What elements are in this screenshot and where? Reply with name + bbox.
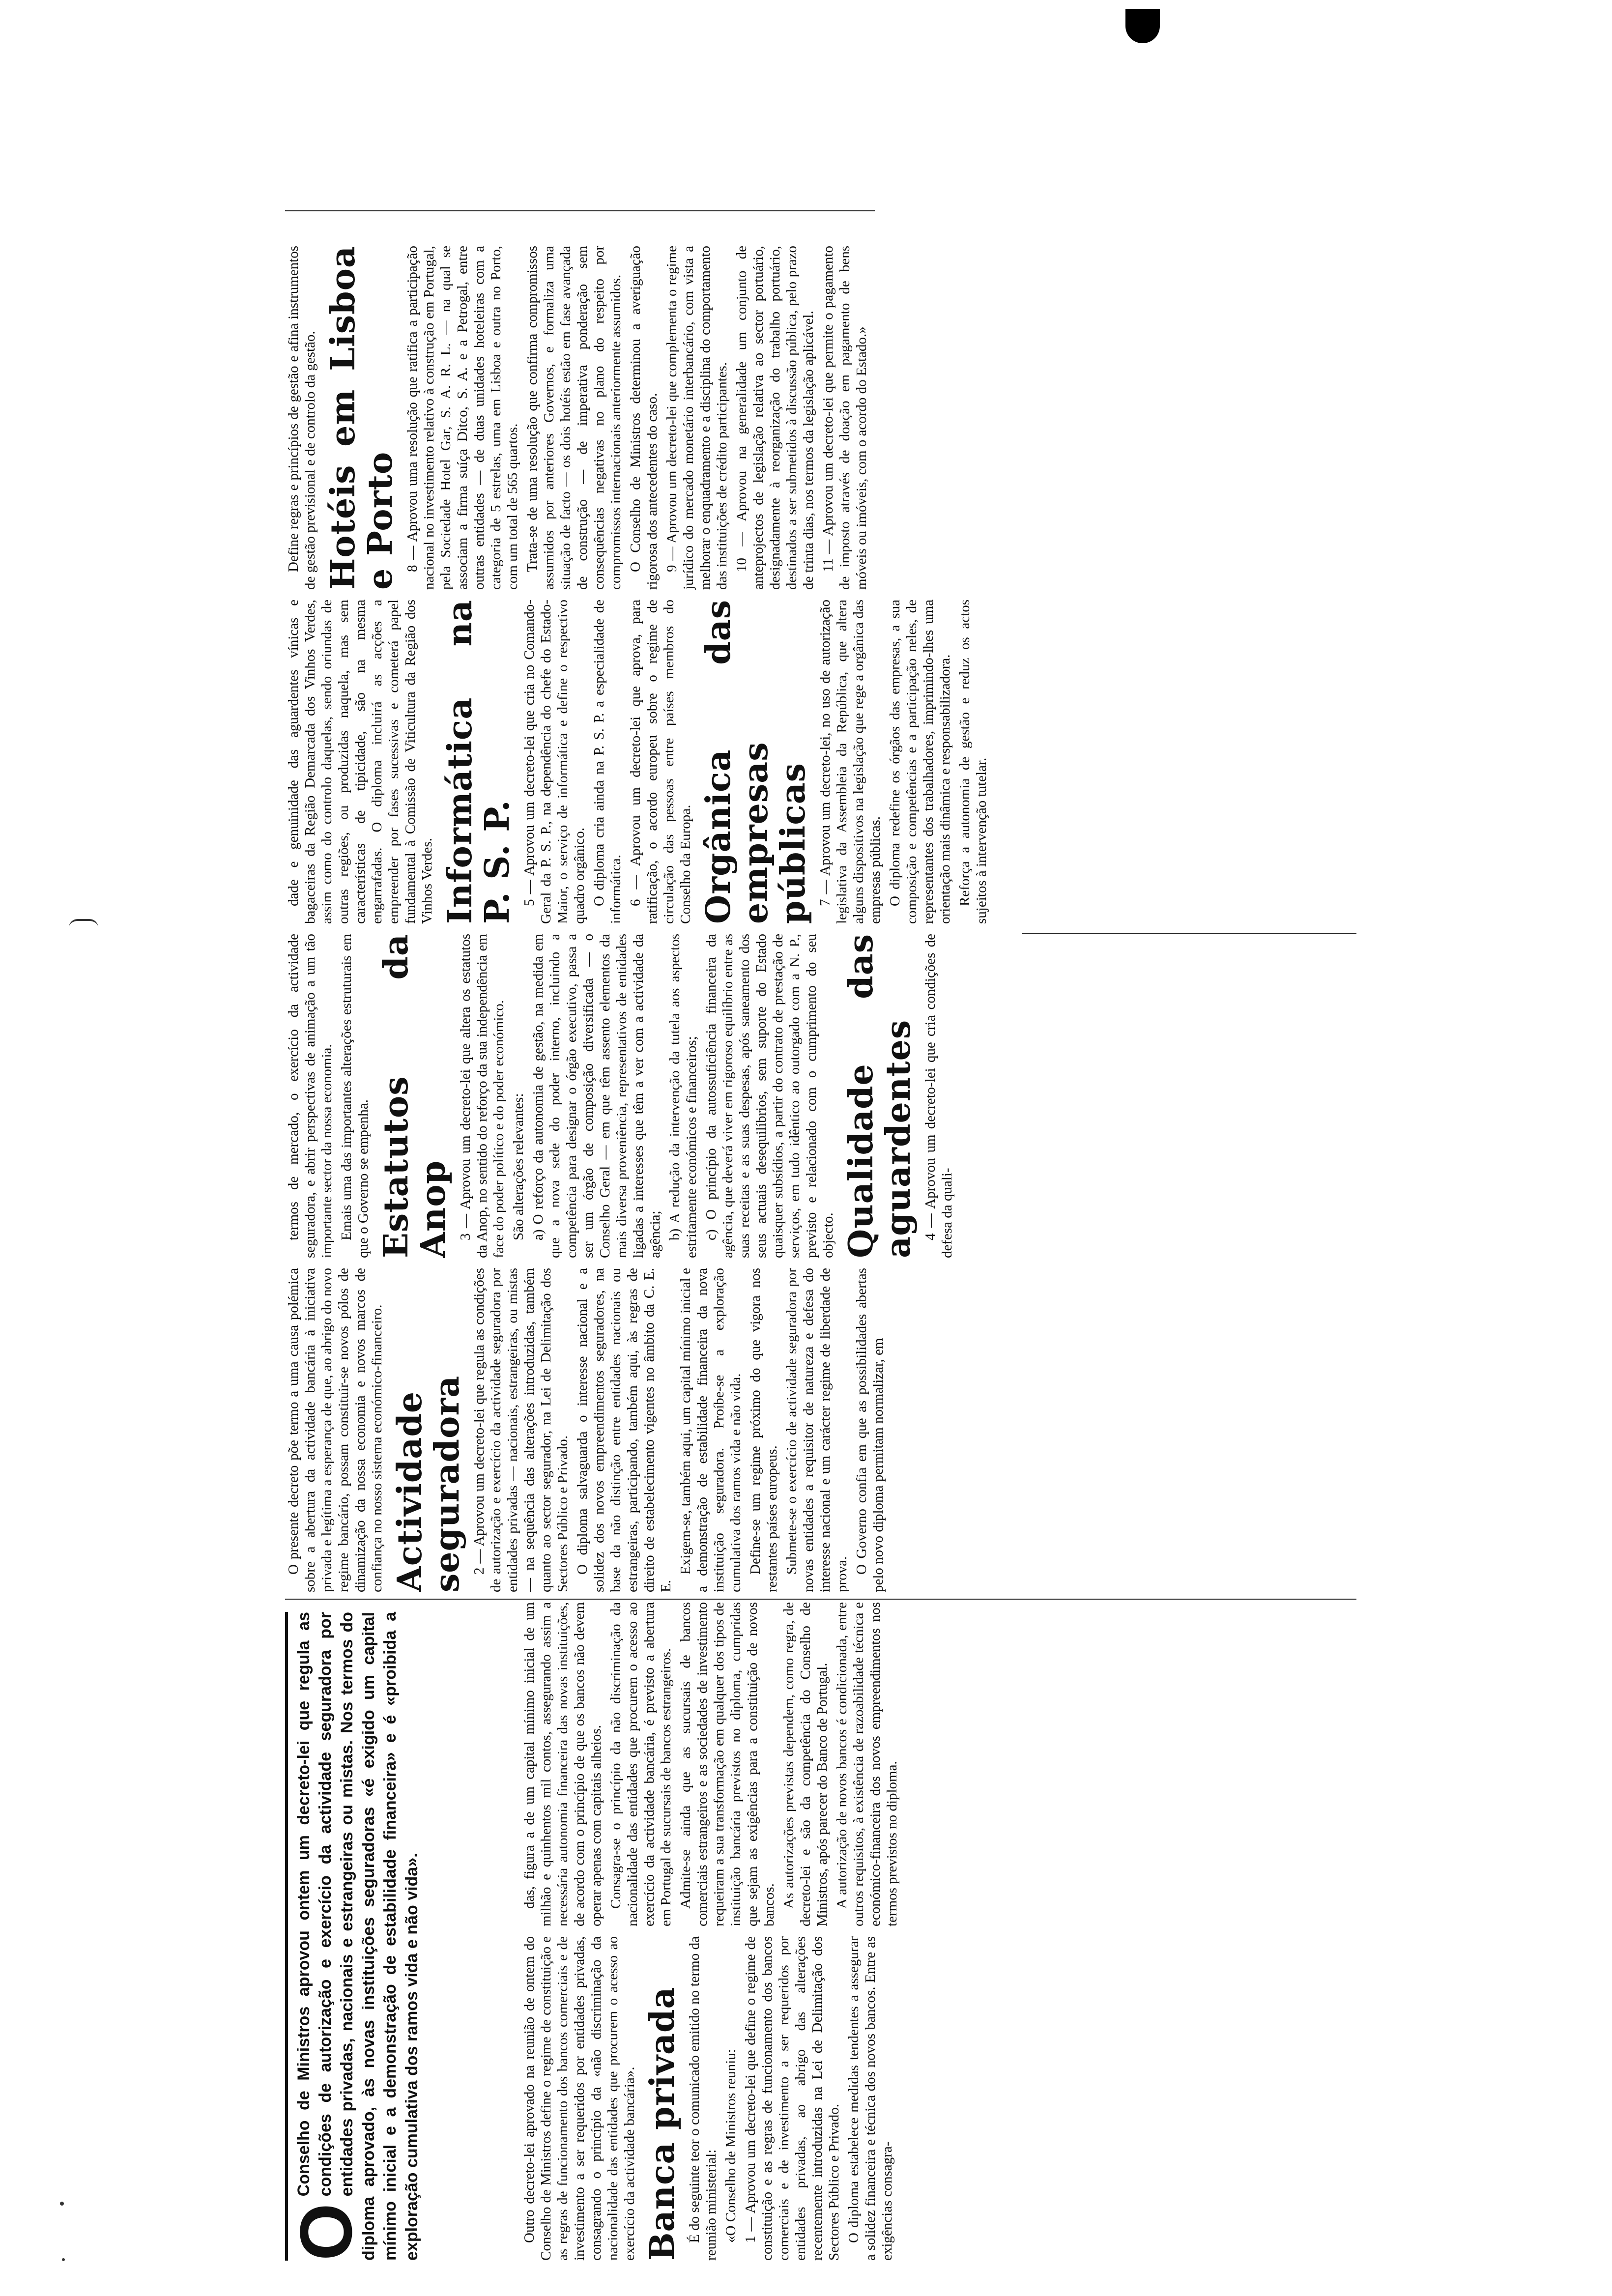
paragraph: a) O reforço da autonomia de gestão, na medida em que a nova sede do poder interno, incluindo a competência para designar o órgão executivo, passa a ser um órgão de composição diversificada — o Conselho Geral — em que têm assento elementos da mais diversa proveniência, representativos de entidades ligadas a interesses que têm a ver com a actividade da agência;	[530, 934, 663, 1258]
paragraph: Submete-se o exercício de actividade seguradora por novas entidades a requisitor de natureza e defesa do interesse nacional e um carácter regime de liberdade de prova.	[784, 1268, 850, 1592]
paragraph: 2 — Aprovou um decreto-lei que regula as condições de autorização e exercício da actividade seguradora por entidades privadas — nacionais, estrangeiras, ou mistas — na sequência das alterações introduzidas, também quanto ao sector segurador, na Lei de Delimitação dos Sectores Público e Privado.	[471, 1268, 571, 1592]
section-heading-qualidade-aguardentes: Qualidade das aguardentes	[841, 934, 918, 1258]
paragraph: Trata-se de uma resolução que confirma compromissos assumidos por anteriores Governos, e formaliza uma situação de facto — os dois hotéis estão em fase avançada de construção — de imperativa ponderação sem consequências negativas no plano do respeito por compromissos internacionais anteriormente assumidos.	[524, 246, 624, 590]
paragraph: O diploma redefine os órgãos das empresas, a sua composição e competências e a participação neles, de representantes dos trabalhadores, imprimindo-lhes uma orientação mais dinâmica e responsabilizadora.	[887, 600, 953, 924]
paragraph: termos de mercado, o exercício da actividade seguradora, e abrir perspectivas de animação a um tão importante sector da nossa economia.	[286, 934, 335, 1258]
lead-paragraph	[285, 1612, 509, 2261]
newspaper-clipping	[285, 138, 1356, 2261]
drop-cap: O	[285, 2203, 367, 2261]
section-heading-hoteis: Hotéis em Lisboa e Porto	[323, 246, 400, 590]
section-heading-estatutos-anop: Estatutos da Anop	[376, 934, 453, 1258]
paragraph: Outro decreto-lei aprovado na reunião de ontem do Conselho de Ministros define o regime de constituição e as regras de funcionamento dos bancos comerciais e de investimento a ser requeridos por entidades privadas, consagrando o princípio da «não discriminação da nacionalidade das entidades que procurem o acesso ao exercício da actividade bancária».	[521, 1936, 637, 2261]
paragraph: 11 — Aprovou um decreto-lei que permite o pagamento de imposto através de doação em pagamento de bens móveis ou imóveis, com o acordo do Estado.»	[820, 246, 869, 590]
section-heading-banca-privada: Banca privada	[643, 1986, 682, 2261]
paragraph: Consagra-se o princípio da não discriminação da nacionalidade das entidades que procurem o acesso ao exercício da actividade bancária, é previsto a abertura em Portugal de sucursais de bancos estrangeiros.	[608, 1602, 674, 1926]
paragraph: Exigem-se, também aqui, um capital mínimo inicial e a demonstração de estabilidade financeira da nova instituição seguradora. Proíbe-se a exploração cumulativa dos ramos vida e não vida.	[678, 1268, 744, 1592]
section-heading-organica-empresas: Orgânica das empresas públicas	[699, 600, 813, 924]
paragraph: São alterações relevantes:	[511, 1093, 526, 1240]
column-5	[285, 600, 1356, 924]
paragraph: 6 — Aprovou um decreto-lei que aprova, para ratificação, o acordo europeu sobre o regime de circulação das pessoas entre países membros do Conselho da Europa.	[628, 600, 693, 924]
paragraph: 9 — Aprovou um decreto-lei que complementa o regime jurídico do mercado monetário interbancário, com vista a melhorar o enquadramento e a disciplina do comportamento das instituições de crédito participantes.	[664, 246, 730, 590]
paragraph: É do seguinte teor o comunicado emitido no termo da reunião ministerial:	[687, 1936, 719, 2261]
paragraph: 3 — Aprovou um decreto-lei que altera os estatutos da Anop, no sentido do reforço da sua independência em face do poder político e do poder económico.	[458, 934, 507, 1258]
lead-text: Conselho de Ministros aprovou ontem um decreto-lei que regula as condições de autorização e exercício da actividade seguradora por entidades privadas, nacionais e estrangeiras ou mistas. Nos termos do diploma aprovado, às novas instituições seguradoras «é exigido um capital mínimo inicial e a demonstração de estabilidade financeira» e é «proibida a exploração cumulativa dos ramos vida e não vida».	[294, 1612, 421, 2261]
column-4	[285, 934, 1356, 1258]
paragraph: O Conselho de Ministros determinou a averiguação rigorosa dos antecedentes do caso.	[628, 246, 660, 590]
scan-speck	[62, 2258, 65, 2261]
scan-speck	[60, 2202, 64, 2206]
column-2	[521, 1602, 1356, 1926]
column-6	[285, 246, 1356, 590]
paragraph: Admite-se ainda que as sucursais de bancos comerciais estrangeiros e as sociedades de investimento requeiram a sua transformação em qualquer dos tipos de instituição bancária previstos no diploma, cumpridas que sejam as exigências para a constituição de novos bancos.	[678, 1602, 777, 1926]
section-heading-informatica-psp: Informática na P. S. P.	[440, 600, 517, 924]
paragraph: Emais uma das importantes alterações estruturais em que o Governo se empenha.	[339, 934, 371, 1258]
paragraph: 8 — Aprovou uma resolução que ratifica a participação nacional no investimento relativo à construção em Portugal, pela Sociedade Hotel Gar, S. A. R. L. — na qual se associam a firma suíça Ditco, S. A. e a Petrogal, entre outras entidades — de duas unidades hoteleiras com a categoria de 5 estrelas, uma em Lisboa e outra no Porto, com um total de 565 quartos.	[404, 246, 520, 590]
paragraph: Define-se um regime próximo do que vigora nos restantes países europeus.	[748, 1268, 780, 1592]
section-heading-actividade-seguradora: Actividade seguradora	[390, 1375, 467, 1592]
paragraph: 5 — Aprovou um decreto-lei que cria no Comando-Geral da P. S. P., na dependência do chefe do Estado-Maior, o serviço de informática e define o respectivo quadro orgânico.	[521, 600, 587, 924]
column-3	[285, 1268, 1356, 1592]
column-rule	[285, 210, 875, 211]
paragraph: b) A redução da intervenção da tutela aos aspectos estritamente económicos e financeiros;	[667, 934, 699, 1258]
paragraph: As autorizações previstas dependem, como regra, de decreto-lei e são da competência do Conselho de Ministros, após parecer do Banco de Portugal.	[781, 1602, 830, 1926]
paragraph: 4 — Aprovou um decreto-lei que cria condições de defesa da quali-	[922, 934, 955, 1258]
paragraph: «O Conselho de Ministros reuniu:	[723, 2049, 739, 2243]
paragraph: dade e genuinidade das aguardentes vínicas e bagaceiras da Região Demarcada dos Vinhos Verdes, assim como do controlo daquelas, sendo oriundas de outras regiões, ou produzidas naquela, mas sem características de tipicidade, são na mesma engarrafadas. O diploma incluirá as acções a empreender por fases sucessivas e cometerá papel fundamental à Comissão de Viticultura da Região dos Vinhos Verdes.	[286, 600, 435, 924]
paragraph: 1 — Aprovou um decreto-lei que define o regime de constituição e as regras de funcionamento dos bancos comerciais e de investimento a ser requeridos por entidades privadas, ao abrigo das alterações recentemente introduzidas na Lei de Delimitação dos Sectores Público e Privado.	[743, 1936, 842, 2261]
paragraph: A autorização de novos bancos é condicionada, entre outros requisitos, à existência de razoabilidade técnica e económico-financeira dos novos empreendimentos nos termos previstos no diploma.	[834, 1602, 900, 1926]
paragraph: c) O princípio da autossuficiência financeira da agência, que deverá viver em rigoroso equilíbrio entre as suas receitas e as suas despesas, após saneamento dos seus actuais desequilíbrios, sem suporte do Estado quaisquer subsídios, a partir do contrato de prestação de serviços, em tudo idêntico ao outorgado com a N. P., previsto e relacionado com o cumprimento do seu objecto.	[703, 934, 836, 1258]
paragraph: O diploma salvaguarda o interesse nacional e a solidez dos novos empreendimentos seguradores, na base da não distinção entre entidades nacionais ou estrangeiras, participando, também aqui, às regras de direito de estabelecimento vigentes no âmbito da C. E. E.	[575, 1268, 674, 1592]
scan-registration-mark	[1125, 9, 1160, 43]
paragraph: O diploma cria ainda na P. S. P. a especialidade de informática.	[591, 600, 624, 924]
paragraph: 7 — Aprovou um decreto-lei, no uso de autorização legislativa da Assembleia da República, que altera alguns dispositivos na legislação que rege a orgânica das empresas públicas.	[817, 600, 883, 924]
paragraph: Define regras e princípios de gestão e afina instrumentos de gestão previsional e de controlo da gestão.	[286, 246, 318, 590]
paragraph: das, figura a de um capital mínimo inicial de um milhão e quinhentos mil contos, assegurando assim a necessária autonomia financeira das novas instituições, de acordo com o princípio de que os bancos não devem operar apenas com capitais alheios.	[521, 1602, 604, 1926]
paragraph: O Governo confia em que as possibilidades abertas pelo novo diploma permitam normalizar, em	[854, 1268, 886, 1592]
paragraph: O presente decreto põe termo a uma causa polémica sobre a abertura da actividade bancária à iniciativa privada e legítima a esperança de que, ao abrigo do novo regime bancário, possam constituir-se novos pólos de dinamização da nossa economia e novos marcos de confiança no nosso sistema económico-financeiro.	[286, 1268, 385, 1592]
column-rule	[1022, 933, 1356, 934]
column-rule	[285, 1599, 1356, 1600]
paragraph: 10 — Aprovou na generalidade um conjunto de anteprojectos de legislação relativa ao sector portuário, designadamente à reorganização do trabalho portuário, destinados a ser submetidos à discussão pública, pelo prazo de trinta dias, nos termos da legislação aplicável.	[734, 246, 816, 590]
scan-speck	[69, 919, 98, 928]
paragraph: Reforça a autonomia de gestão e reduz os actos sujeitos à intervenção tutelar.	[957, 600, 989, 924]
paragraph: O diploma estabelece medidas tendentes a assegurar a solidez financeira e técnica dos novos bancos. Entre as exigências consagra-	[846, 1936, 895, 2261]
column-1	[521, 1936, 1356, 2261]
